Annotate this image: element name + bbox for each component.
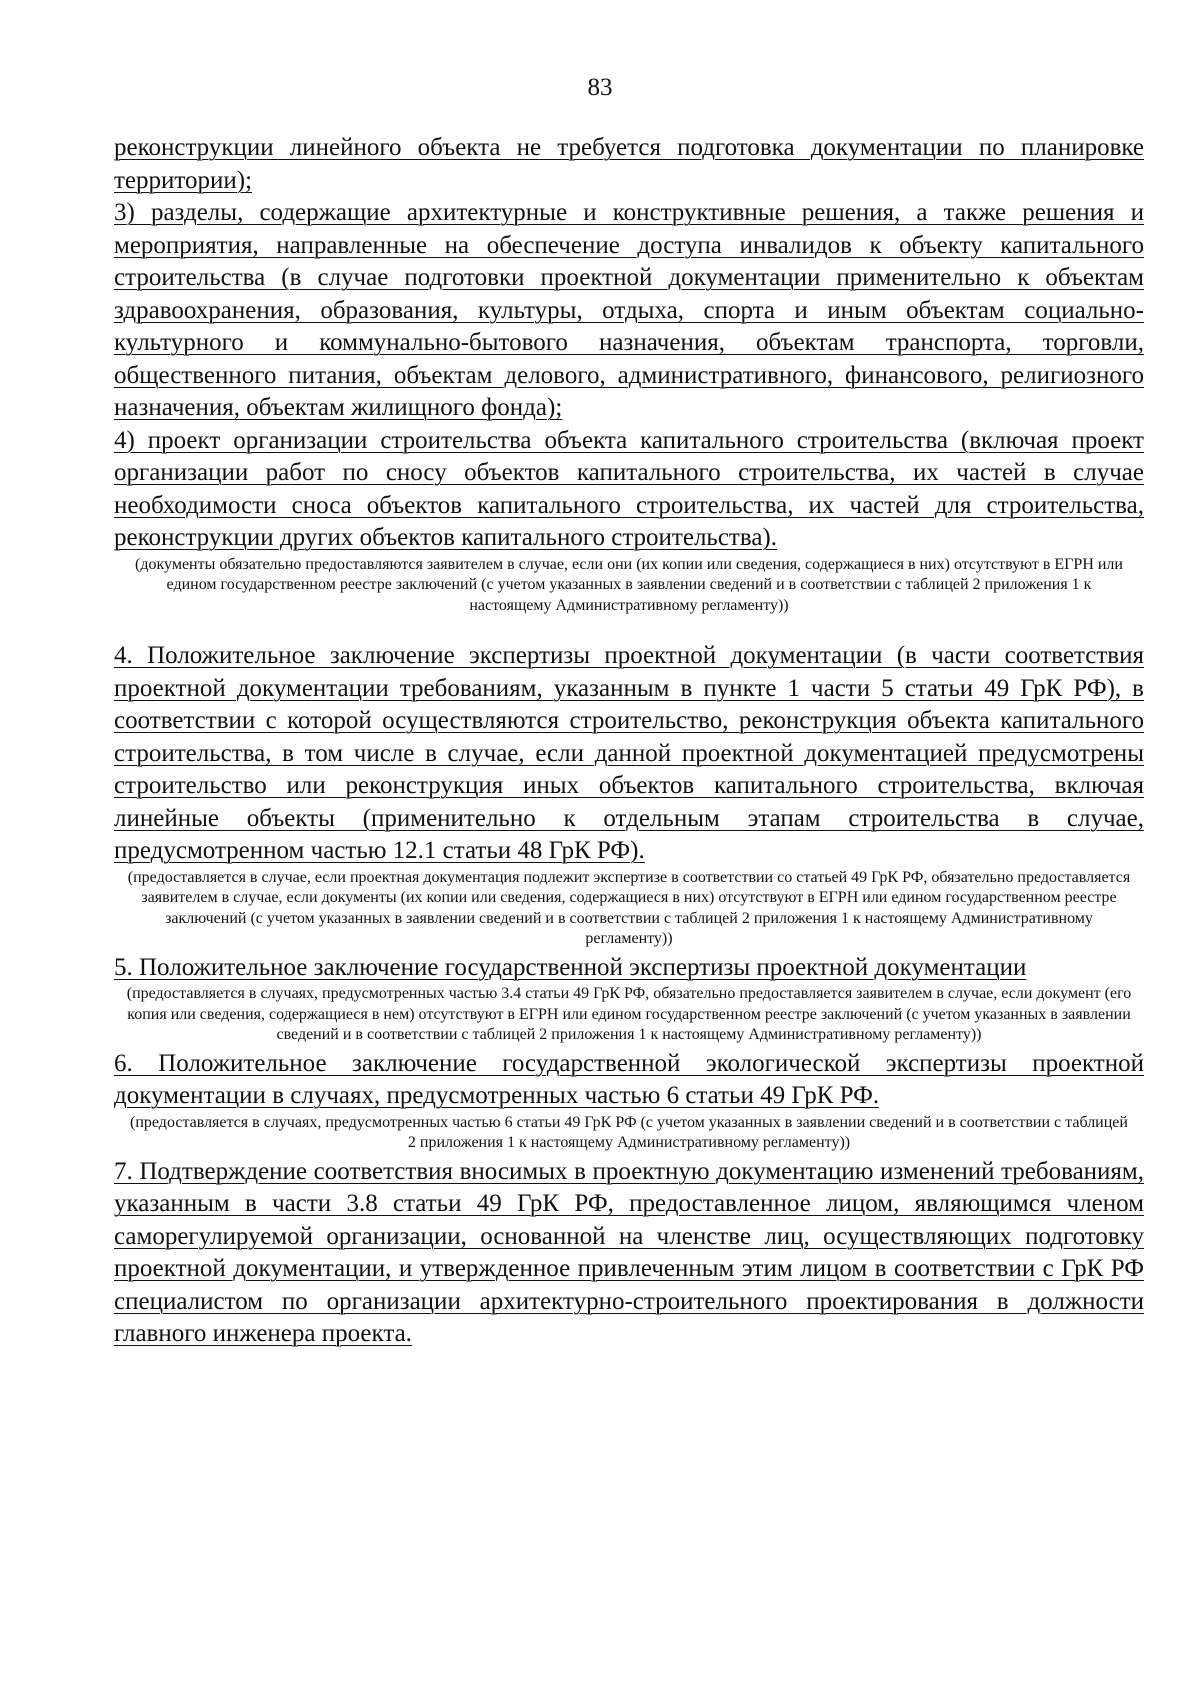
document-body xyxy=(114,132,1144,1351)
note-block-1 xyxy=(114,555,1144,617)
paragraph-section-4-expert-conclusion: 4. Положительное заключение экспертизы проектной документации (в части соответствия проектной документации требованиям, указанным в пункте 1 части 5 статьи 49 ГрК РФ), в соответствии с которой осуществляются строительство, реконструкция объекта капитального строительства, в том числе в случае, если данной проектной документацией предусмотрены строительство или реконструкция иных объектов капитального строительства, включая линейные объекты (применительно к отдельным этапам строительства в случае, предусмотренном частью 12.1 статьи 48 ГрК РФ). xyxy=(114,642,1144,864)
note-block-2 xyxy=(114,868,1144,950)
note-text: (предоставляется в случаях, предусмотренных частью 6 статьи 49 ГрК РФ (с учетом указанных в заявлении сведений и в соответствии с таблицей 2 приложения 1 к настоящему Административному регламенту)) xyxy=(130,1113,1128,1151)
note-text: (документы обязательно предоставляются заявителем в случае, если они (их копии или сведения, содержащиеся в них) отсутствуют в ЕГРН или едином государственном реестре заключений (с учетом указанных в заявлении сведений и в соответствии с таблицей 2 приложения 1 к настоящему Административному регламенту)) xyxy=(135,555,1123,614)
spacer xyxy=(114,618,1144,640)
paragraph-item-3: 3) разделы, содержащие архитектурные и конструктивные решения, а также решения и мероприятия, направленные на обеспечение доступа инвалидов к объекту капитального строительства (в случае подготовки проектной документации применительно к объектам здравоохранения, образования, культуры, отдыха, спорта и иным объектам социально-культурного и коммунально-бытового назначения, объектам транспорта, торговли, общественного питания, объектам делового, административного, финансового, религиозного назначения, объектам жилищного фонда); xyxy=(114,199,1144,421)
note-block-3 xyxy=(114,984,1144,1046)
paragraph-section-5-state-expertise: 5. Положительное заключение государственной экспертизы проектной документации xyxy=(114,953,1027,981)
paragraph-section-6-ecological-expertise: 6. Положительное заключение государственной экологической экспертизы проектной документации в случаях, предусмотренных частью 6 статьи 49 ГрК РФ. xyxy=(114,1049,1144,1109)
note-block-4 xyxy=(114,1113,1144,1154)
page-number: 83 xyxy=(587,74,613,101)
paragraph-item-4-project-organization: 4) проект организации строительства объекта капитального строительства (включая проект организации работ по сносу объектов капитального строительства, их частей в случае необходимости сноса объектов капитального строительства, их частей для строительства, реконструкции других объектов капитального строительства). xyxy=(114,426,1144,551)
note-text: (предоставляется в случае, если проектная документация подлежит экспертизе в соответствии со статьей 49 ГрК РФ, обязательно предоставляется заявителем в случае, если документы (их копии или сведения, содержащиеся в них) отсутствуют в ЕГРН или едином государственном реестре заключений (с учетом указанных в заявлении сведений и в соответствии с таблицей 2 приложения 1 к настоящему Административному регламенту)) xyxy=(127,868,1131,947)
paragraph-continuation: реконструкции линейного объекта не требуется подготовка документации по планировке территории); xyxy=(114,134,1144,194)
paragraph-section-7-confirmation: 7. Подтверждение соответствия вносимых в проектную документацию изменений требованиям, указанным в части 3.8 статьи 49 ГрК РФ, предоставленное лицом, являющимся членом саморегулируемой организации, основанной на членстве лиц, осуществляющих подготовку проектной документации, и утвержденное привлеченным этим лицом в соответствии с ГрК РФ специалистом по организации архитектурно-строительного проектирования в должности главного инженера проекта. xyxy=(114,1157,1144,1347)
note-text: (предоставляется в случаях, предусмотренных частью 3.4 статьи 49 ГрК РФ, обязательно предоставляется заявителем в случае, если документ (его копия или сведения, содержащиеся в нем) отсутствуют в ЕГРН или едином государственном реестре заключений (с учетом указанных в заявлении сведений и в соответствии с таблицей 2 приложения 1 к настоящему Административному регламенту)) xyxy=(126,985,1132,1043)
